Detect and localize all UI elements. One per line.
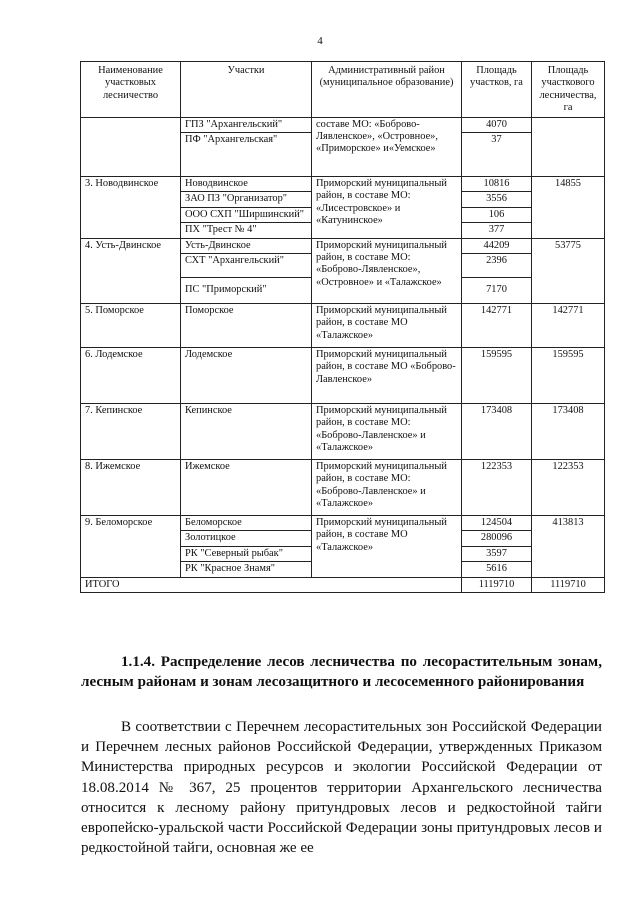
plot-cell: Усть-Двинское: [181, 238, 312, 253]
plot-area-cell: 2396: [462, 254, 532, 278]
table-row: [81, 177, 605, 192]
plot-area-cell: 280096: [462, 531, 532, 546]
section-paragraph: В соответствии с Перечнем лесорастительных зон Российской Федерации и Перечнем лесных районов Российской Федерации, утвержденных Приказом Министерства природных ресурсов и экологии Российской Федерации от 18.08.2014 № 367, 25 процентов территории Архангельского лесничества относится к лесному району притундровых лесов и редкостойной тайги европейско-уральской части Российской Федерации зоны притундровых лесов и редкостойной тайги, основная же ее: [81, 719, 602, 857]
plot-cell: ЗАО ПЗ "Организатор": [181, 192, 312, 207]
total-label: ИТОГО: [81, 577, 462, 592]
header-forestry: Наименование участковых лесничество: [81, 62, 181, 118]
total-plot-area: 1119710: [462, 577, 532, 592]
district-cell: Приморский муниципальный район, в составе МО: «Боброво-Лавленское» и «Талажское»: [312, 460, 462, 516]
plot-cell: ООО СХП "Ширшинский": [181, 207, 312, 222]
plot-cell: Золотицкое: [181, 531, 312, 546]
forestry-cell: [81, 117, 181, 176]
plot-area-cell: 3556: [462, 192, 532, 207]
forestry-area-cell: 53775: [532, 238, 605, 303]
table-total-row: [81, 577, 605, 592]
district-cell: Приморский муниципальный район, в составе МО «Талажское»: [312, 516, 462, 578]
plot-area-cell: 37: [462, 133, 532, 177]
plot-area-cell: 5616: [462, 562, 532, 577]
district-cell: Приморский муниципальный район, в составе МО: «Лисестровское» и «Катунинское»: [312, 177, 462, 239]
forestry-cell: 4. Усть-Двинское: [81, 238, 181, 303]
plot-cell: Кепинское: [181, 404, 312, 460]
forestry-area-cell: [532, 117, 605, 176]
total-forestry-area: 1119710: [532, 577, 605, 592]
forestry-cell: 5. Поморское: [81, 304, 181, 348]
plot-area-cell: 124504: [462, 516, 532, 531]
forestry-area-cell: 142771: [532, 304, 605, 348]
section-heading: 1.1.4. Распределение лесов лесничества по лесорастительным зонам, лесным районам и зонам лесозащитного и лесосеменного районирования: [81, 654, 602, 690]
district-cell: Приморский муниципальный район, в составе МО: «Боброво-Лявленское», «Островное» и «Талажское»: [312, 238, 462, 303]
plot-cell: Новодвинское: [181, 177, 312, 192]
plot-cell: Беломорское: [181, 516, 312, 531]
table-row: [81, 348, 605, 404]
table-row: [81, 304, 605, 348]
plot-area-cell: 122353: [462, 460, 532, 516]
plot-area-cell: 159595: [462, 348, 532, 404]
forestry-cell: 3. Новодвинское: [81, 177, 181, 239]
district-cell: Приморский муниципальный район, в составе МО «Боброво-Лавленское»: [312, 348, 462, 404]
plot-cell: Поморское: [181, 304, 312, 348]
table-row: [81, 404, 605, 460]
forestry-area-cell: 173408: [532, 404, 605, 460]
page-number: 4: [317, 35, 323, 47]
district-cell: Приморский муниципальный район, в составе МО: «Боброво-Лавленское» и «Талажское»: [312, 404, 462, 460]
plot-area-cell: 173408: [462, 404, 532, 460]
plot-cell: ПХ "Трест № 4": [181, 223, 312, 238]
plot-area-cell: 7170: [462, 278, 532, 304]
forestry-cell: 9. Беломорское: [81, 516, 181, 578]
plot-cell: СХТ "Архангельский": [181, 254, 312, 278]
plot-cell: ПС "Приморский": [181, 278, 312, 304]
forestry-area-cell: 14855: [532, 177, 605, 239]
plot-area-cell: 3597: [462, 546, 532, 561]
plot-area-cell: 4070: [462, 117, 532, 132]
header-plots: Участки: [181, 62, 312, 118]
plot-area-cell: 377: [462, 223, 532, 238]
header-forestry-area: Площадь участкового лесничества, га: [532, 62, 605, 118]
forestry-cell: 8. Ижемское: [81, 460, 181, 516]
plot-cell: РК "Северный рыбак": [181, 546, 312, 561]
table-row: [81, 460, 605, 516]
header-district: Административный район (муниципальное образование): [312, 62, 462, 118]
plot-area-cell: 44209: [462, 238, 532, 253]
forestry-area-cell: 413813: [532, 516, 605, 578]
header-plot-area: Площадь участков, га: [462, 62, 532, 118]
plot-area-cell: 106: [462, 207, 532, 222]
plot-cell: ПФ "Архангельская": [181, 133, 312, 177]
district-cell: Приморский муниципальный район, в составе МО «Талажское»: [312, 304, 462, 348]
table-row: [81, 516, 605, 531]
plot-area-cell: 142771: [462, 304, 532, 348]
forestry-area-cell: 122353: [532, 460, 605, 516]
district-cell: составе МО: «Боброво-Лявленское», «Островное», «Приморское» и«Уемское»: [312, 117, 462, 176]
table-header-row: [81, 62, 605, 118]
plot-cell: ГПЗ "Архангельский": [181, 117, 312, 132]
plot-cell: Лодемское: [181, 348, 312, 404]
plot-area-cell: 10816: [462, 177, 532, 192]
forestry-cell: 6. Лодемское: [81, 348, 181, 404]
forestry-table: [80, 61, 605, 593]
plot-cell: Ижемское: [181, 460, 312, 516]
plot-cell: РК "Красное Знамя": [181, 562, 312, 577]
table-row: [81, 117, 605, 132]
forestry-cell: 7. Кепинское: [81, 404, 181, 460]
table-row: [81, 238, 605, 253]
forestry-area-cell: 159595: [532, 348, 605, 404]
